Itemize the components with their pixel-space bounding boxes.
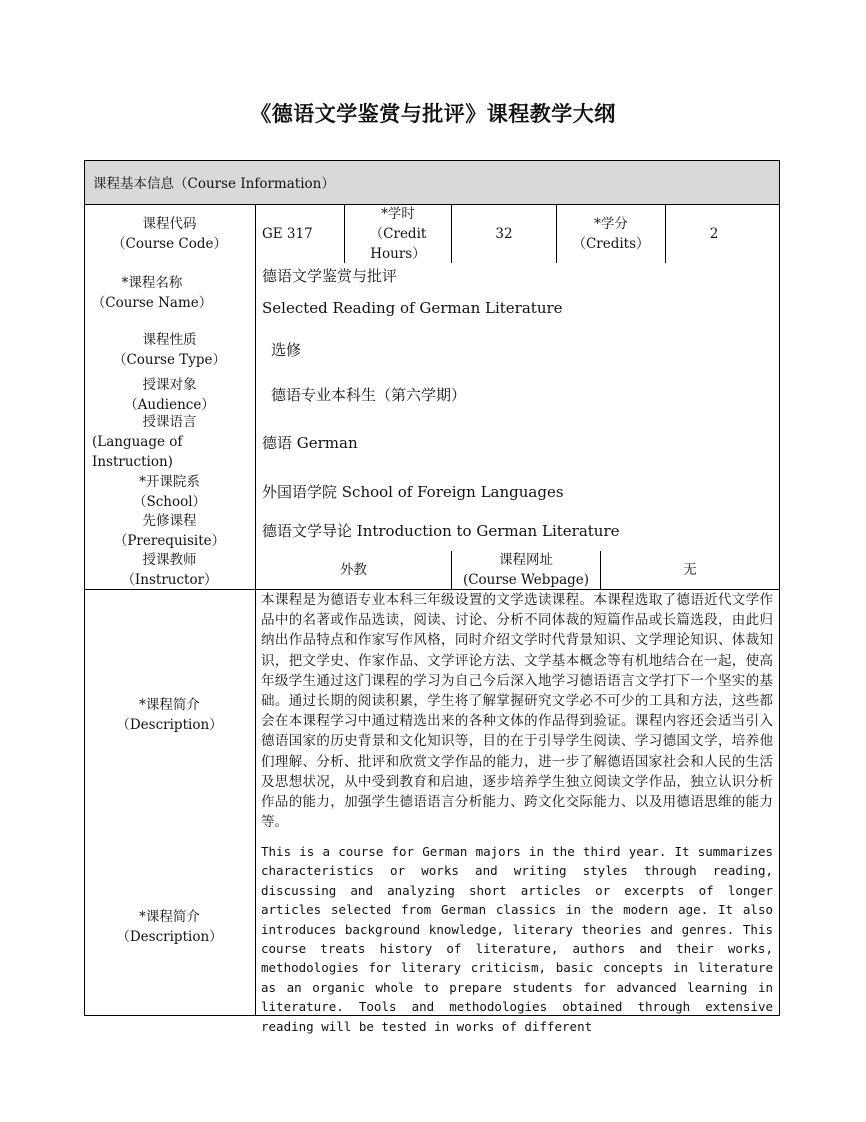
- course-name-label-en: （Course Name）: [91, 295, 213, 311]
- audience-label: [84, 375, 255, 415]
- course-name-label: [84, 273, 220, 313]
- webpage-text: 无: [683, 562, 697, 578]
- description-label-zh-2: *课程简介: [139, 909, 200, 925]
- course-type-text: 选修: [271, 341, 302, 359]
- instructor-label-en: （Instructor）: [121, 572, 218, 588]
- description-label-2: [84, 907, 255, 947]
- webpage-value: [601, 551, 779, 589]
- credit-hours-label: [345, 204, 451, 263]
- document-title: 《德语文学鉴赏与批评》课程教学大纲: [250, 101, 616, 126]
- course-type-label-en: （Course Type）: [112, 352, 227, 368]
- credits-value: [666, 210, 762, 258]
- webpage-label-zh: 课程网址: [499, 552, 553, 568]
- credit-hours-text: 32: [495, 226, 513, 242]
- description-label-zh: *课程简介: [139, 697, 200, 713]
- prerequisite-label-zh: 先修课程: [142, 513, 197, 529]
- language-label-zh: 授课语言: [142, 414, 197, 430]
- language-value: [262, 429, 762, 457]
- instructor-text: 外教: [340, 562, 367, 578]
- school-value: [262, 478, 762, 506]
- course-type-value: [271, 336, 761, 364]
- course-type-label-zh: 课程性质: [142, 332, 197, 348]
- audience-text: 德语专业本科生（第六学期）: [271, 386, 467, 404]
- audience-value: [271, 381, 761, 409]
- course-code-label: [84, 210, 255, 258]
- course-name-label-zh: *课程名称: [121, 275, 183, 291]
- school-label-en: （School）: [132, 494, 207, 510]
- language-label-en-1: (Language of: [92, 434, 183, 450]
- credit-hours-value: [452, 210, 556, 258]
- course-type-label: [84, 330, 255, 370]
- description-label: [84, 695, 255, 735]
- credits-label-en: （Credits）: [572, 236, 650, 252]
- school-label-zh: *开课院系: [139, 474, 200, 490]
- course-code-text: GE 317: [262, 226, 313, 242]
- course-info-header: 课程基本信息（Course Information）: [84, 160, 779, 204]
- course-name-value: [262, 262, 772, 322]
- language-label-en-2: Instruction): [92, 454, 173, 470]
- credits-text: 2: [709, 226, 719, 242]
- description-text-zh: 本课程是为德语专业本科三年级设置的文学选读课程。本课程选取了德语近代文学作品中的名著或作品选读，阅读、讨论、分析不同体裁的短篇作品或长篇选段，由此归纳出作品特点和作家写作风格，同时介绍文学时代背景知识、文学理论知识、体裁知识，把文学史、作家作品、文学评论方法、文学基本概念等有机地结合在一起，使高年级学生通过这门课程的学习为自己今后深入地学习德语语言文学打下一个坚实的基础。通过长期的阅读积累，学生将了解掌握研究文学必不可少的工具和方法，这些都会在本课程学习中通过精选出来的各种文体的作品得到验证。课程内容还会适当引入德语国家的历史背景和文化知识等，目的在于引导学生阅读、学习德国文学，培养他们理解、分析、批评和欣赏文学作品的能力，进一步了解德语国家社会和人民的生活及思想状况，从中受到教育和启迪，逐步培养学生独立阅读文学作品，独立认识分析作品的能力，加强学生德语语言分析能力、跨文化交际能力、以及用德语思维的能力等。: [261, 592, 773, 831]
- credits-label-zh: *学分: [594, 216, 628, 232]
- language-text: 德语 German: [262, 434, 358, 452]
- course-code-label-en: （Course Code）: [112, 236, 227, 252]
- prerequisite-label-en: （Prerequisite）: [113, 533, 226, 549]
- description-label-en: （Description）: [116, 717, 223, 733]
- credit-hours-label-en-1: （Credit: [369, 225, 427, 242]
- prerequisite-value: [262, 517, 762, 545]
- course-name-zh: 德语文学鉴赏与批评: [262, 267, 398, 285]
- audience-label-en: （Audience）: [124, 397, 215, 413]
- credits-label: [557, 210, 665, 258]
- credit-hours-label-en-2: Hours）: [370, 245, 426, 262]
- school-label: [84, 472, 255, 512]
- webpage-label-en: (Course Webpage): [462, 572, 590, 588]
- instructor-value: [256, 551, 451, 589]
- course-code-label-zh: 课程代码: [142, 216, 197, 232]
- course-name-en: Selected Reading of German Literature: [262, 299, 563, 317]
- description-label-en-2: （Description）: [116, 929, 223, 945]
- school-text: 外国语学院 School of Foreign Languages: [262, 483, 564, 501]
- prerequisite-text: 德语文学导论 Introduction to German Literature: [262, 522, 620, 540]
- audience-label-zh: 授课对象: [142, 377, 197, 393]
- webpage-label: [452, 550, 600, 590]
- course-code-value: [262, 210, 342, 258]
- instructor-label-zh: 授课教师: [142, 552, 197, 568]
- credit-hours-label-zh: *学时: [381, 205, 415, 222]
- course-info-table: [84, 160, 780, 1034]
- prerequisite-label: [84, 511, 255, 551]
- language-label: [92, 412, 255, 472]
- description-text-en: This is a course for German majors in the third year. It summarizes characteristics or works and writing styles through reading, discussing and analyzing short articles or excerpts of longer articles selected from German classics in the modern age. It also introduces background knowledge, literary theories and genres. This course treats history of literature, authors and their works, methodologies for literary criticism, basic concepts in literature as an organic whole to prepare students for advanced learning in literature. Tools and methodologies obtained through extensive reading will be tested in works of different: [261, 844, 773, 1034]
- instructor-label: [84, 550, 255, 590]
